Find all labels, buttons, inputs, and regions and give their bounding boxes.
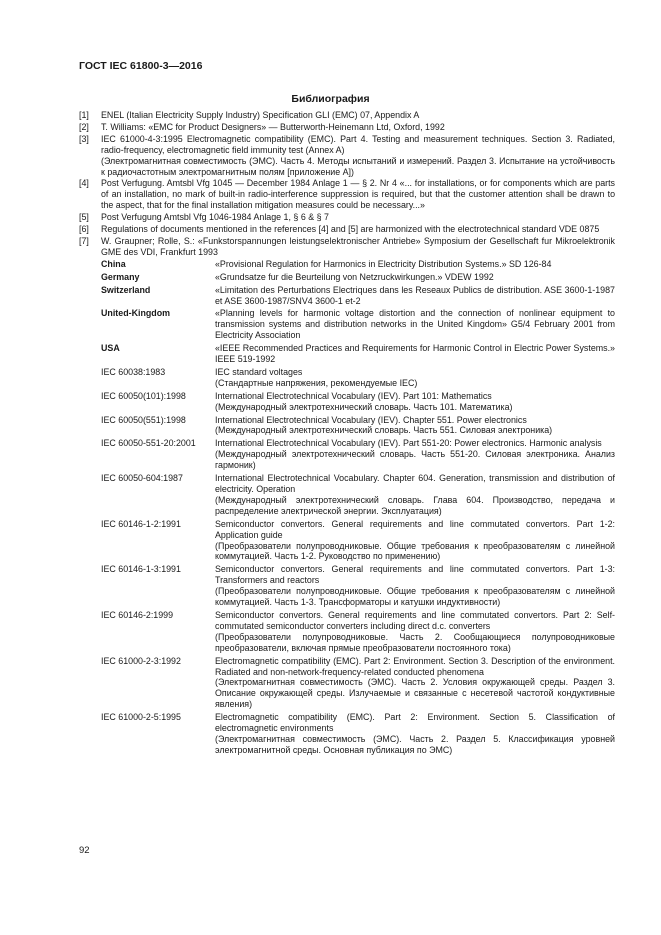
- sub-reference-line: (Международный электротехнический словарь. Часть 551-20. Силовая электроника. Анализ гармоник): [215, 449, 615, 471]
- sub-reference-description: [215, 367, 615, 389]
- sub-reference-description: [215, 438, 615, 471]
- sub-reference-code: IEC 60146-1-2:1991: [101, 518, 181, 529]
- reference-item: [79, 110, 615, 121]
- sub-reference-item: [101, 259, 615, 270]
- sub-reference-code: IEC 61000-2-3:1992: [101, 655, 181, 666]
- sub-reference-code: IEC 61000-2-5:1995: [101, 712, 181, 723]
- sub-reference-description: [215, 656, 615, 711]
- reference-line: Regulations of documents mentioned in the references [4] and [5] are harmonized with the electrotechnical standard VDE 0875: [101, 224, 600, 235]
- reference-item: [79, 134, 615, 178]
- reference-line: (Электромагнитная совместимость (ЭМС). Часть 4. Методы испытаний и измерений. Раздел 3. Испытание на устойчивость к радиочастотным электромагнитным полям [приложение A]): [101, 155, 615, 177]
- sub-reference-item: [101, 438, 615, 471]
- sub-reference-line: Electromagnetic compatibility (EMC). Part 2: Environment. Section 3. Description of the environment. Radiated and non-network-frequency-related conducted phenomena: [215, 655, 615, 677]
- reference-number: [6]: [79, 224, 89, 235]
- reference-number: [1]: [79, 110, 89, 120]
- reference-line: W. Graupner; Rolle, S.: «Funkstorspannungen leistungselektronischer Antriebe» Symposium der Gesellschaft fur Mikroelektronik GME des VDI, Frankfurt 1993: [101, 235, 615, 257]
- sub-reference-description: [215, 285, 615, 307]
- sub-reference-line: (Международный электротехнический словарь. Часть 551. Силовая электроника): [215, 425, 553, 436]
- sub-reference-line: (Электромагнитная совместимость (ЭМС). Часть 2. Раздел 5. Классификация уровней электромагнитной среды. Основная публикация по ЭМС): [215, 733, 615, 755]
- sub-reference-item: [101, 415, 615, 437]
- reference-text: [101, 110, 615, 121]
- reference-text: [101, 178, 615, 211]
- sub-reference-line: (Международный электротехнический словарь. Часть 101. Математика): [215, 401, 513, 412]
- sub-reference-code: Germany: [101, 271, 140, 282]
- section-title: Библиография: [291, 93, 370, 105]
- sub-reference-line: (Преобразователи полупроводниковые. Общие требования к преобразователям с линейной коммутацией. Часть 1-3. Трансформаторы и катушки индуктивности): [215, 586, 615, 608]
- sub-reference-description: [215, 712, 615, 756]
- reference-item: [79, 212, 615, 223]
- sub-reference-line: (Международный электротехнический словарь. Глава 604. Производство, передача и распределение электрической энергии. Эксплуатация): [215, 494, 615, 516]
- page-number: 92: [79, 845, 90, 856]
- reference-text: [101, 122, 615, 133]
- sub-reference-line: «Grundsatze fur die Beurteilung von Netzruckwirkungen.» VDEW 1992: [215, 271, 494, 282]
- reference-item: [79, 122, 615, 133]
- reference-text: [101, 134, 615, 178]
- sub-reference-description: [215, 308, 615, 341]
- sub-reference-description: [215, 564, 615, 608]
- sub-reference-description: [215, 343, 615, 365]
- sub-reference-code: United-Kingdom: [101, 308, 171, 319]
- sub-reference-line: (Преобразователи полупроводниковые. Общие требования к преобразователям с линейной коммутацией. Часть 1-2. Руководство по применению): [215, 540, 615, 562]
- sub-reference-item: [101, 519, 615, 563]
- bibliography-list: [79, 110, 615, 758]
- reference-number: [7]: [79, 235, 89, 246]
- sub-reference-line: International Electrotechnical Vocabulary (IEV). Part 551-20: Power electronics. Harmonic analysis: [215, 438, 602, 449]
- reference-text: [101, 236, 615, 258]
- sub-reference-line: «IEEE Recommended Practices and Requirements for Harmonic Control in Electric Power Systems.» IEEE 519-1992: [215, 343, 615, 365]
- sub-reference-item: [101, 367, 615, 389]
- reference-item: [79, 236, 615, 258]
- sub-reference-line: Semiconductor convertors. General requirements and line commutated convertors. Part 2: Self-commutated semiconductor converters including direct d.c. converters: [215, 609, 615, 631]
- sub-reference-line: IEC standard voltages: [215, 366, 303, 377]
- sub-reference-code: Switzerland: [101, 284, 151, 295]
- sub-reference-item: [101, 272, 615, 283]
- sub-reference-line: (Стандартные напряжения, рекомендуемые IEC): [215, 377, 418, 388]
- sub-reference-code: IEC 60050-551-20:2001: [101, 438, 196, 449]
- sub-reference-line: International Electrotechnical Vocabulary (IEV). Part 101: Mathematics: [215, 390, 492, 401]
- sub-reference-code: IEC 60146-1-3:1991: [101, 564, 181, 575]
- reference-line: Post Verfugung Amtsbl Vfg 1046-1984 Anlage 1, § 6 & § 7: [101, 212, 329, 223]
- sub-reference-item: [101, 285, 615, 307]
- reference-text: [101, 224, 615, 235]
- sub-reference-line: International Electrotechnical Vocabulary. Chapter 604. Generation, transmission and distribution of electricity. Operation: [215, 473, 615, 494]
- sub-reference-line: Electromagnetic compatibility (EMC). Part 2: Environment. Section 5. Classification of electromagnetic environments: [215, 712, 615, 734]
- sub-reference-description: [215, 272, 615, 283]
- reference-item: [79, 178, 615, 211]
- sub-reference-line: «Provisional Regulation for Harmonics in Electricity Distribution Systems.» SD 126-84: [215, 258, 552, 269]
- sub-reference-item: [101, 343, 615, 365]
- document-header: ГОСТ IEC 61800-3—2016: [79, 60, 203, 72]
- sub-reference-line: «Limitation des Perturbations Electriques dans les Reseaux Publics de distribution. ASE 3600-1-1987 et ASE 3600-1987/SNV4 3600-1 et-2: [215, 284, 615, 306]
- sub-reference-item: [101, 610, 615, 654]
- reference-line: ENEL (Italian Electricity Supply Industry) Specification GLI (EMC) 07, Appendix A: [101, 110, 420, 120]
- sub-reference-line: Semiconductor convertors. General requirements and line commutated convertors. Part 1-3: Transformers and reactors: [215, 564, 615, 586]
- reference-number: [5]: [79, 212, 89, 223]
- sub-reference-line: (Преобразователи полупроводниковые. Часть 2. Сообщающиеся полупроводниковые преобразователи, включая прямые преобразователи постоянного тока): [215, 631, 615, 653]
- reference-line: Post Verfugung. Amtsbl Vfg 1045 — December 1984 Anlage 1 — § 2. Nr 4 «... for installations, or for components which are parts of an installation, no mark of built-in radio-interference suppression is required, but that the customer attention shall be drawn to the aspect, that for the final installation mitigation measures could be necessary...»: [101, 178, 615, 211]
- sub-reference-item: [101, 564, 615, 608]
- sub-reference-line: Semiconductor convertors. General requirements and line commutated convertors. Part 1-2: Application guide: [215, 518, 615, 540]
- sub-reference-description: [215, 391, 615, 413]
- sub-reference-description: [215, 415, 615, 437]
- sub-reference-code: IEC 60146-2:1999: [101, 609, 174, 620]
- reference-number: [3]: [79, 133, 89, 144]
- sub-reference-item: [101, 656, 615, 711]
- sub-reference-code: IEC 60038:1983: [101, 366, 166, 377]
- sub-reference-item: [101, 473, 615, 517]
- sub-reference-code: IEC 60050(101):1998: [101, 390, 186, 401]
- reference-line: T. Williams: «EMC for Product Designers» — Butterworth-Heinemann Ltd, Oxford, 1992: [101, 121, 445, 132]
- reference-line: IEC 61000-4-3:1995 Electromagnetic compatibility (EMC). Part 4. Testing and measurement techniques. Section 3. Radiated, radio-frequency, electromagnetic field immunity test (Annex A): [101, 133, 615, 155]
- sub-reference-entries: [101, 259, 615, 756]
- sub-reference-code: IEC 60050-604:1987: [101, 473, 183, 484]
- sub-reference-item: [101, 308, 615, 341]
- sub-reference-description: [215, 473, 615, 517]
- sub-reference-line: (Электромагнитная совместимость (ЭМС). Часть 2. Условия окружающей среды. Раздел 3. Описание окружающей среды. Излучаемые и связанные с несетевой частотой кондуктивные явления): [215, 677, 615, 710]
- sub-reference-code: IEC 60050(551):1998: [101, 414, 186, 425]
- reference-entries: [79, 110, 615, 258]
- reference-number: [4]: [79, 178, 89, 189]
- reference-text: [101, 212, 615, 223]
- sub-reference-item: [101, 712, 615, 756]
- sub-reference-line: International Electrotechnical Vocabulary (IEV). Chapter 551. Power electronics: [215, 414, 527, 425]
- sub-reference-code: China: [101, 258, 126, 269]
- sub-reference-description: [215, 259, 615, 270]
- sub-reference-code: USA: [101, 343, 120, 354]
- reference-number: [2]: [79, 121, 89, 132]
- sub-reference-description: [215, 610, 615, 654]
- sub-reference-description: [215, 519, 615, 563]
- sub-reference-item: [101, 391, 615, 413]
- reference-item: [79, 224, 615, 235]
- sub-reference-line: «Planning levels for harmonic voltage distortion and the connection of nonlinear equipment to transmission systems and distribution networks in the United Kingdom» G5/4 February 2001 from Electricity Association: [215, 308, 615, 341]
